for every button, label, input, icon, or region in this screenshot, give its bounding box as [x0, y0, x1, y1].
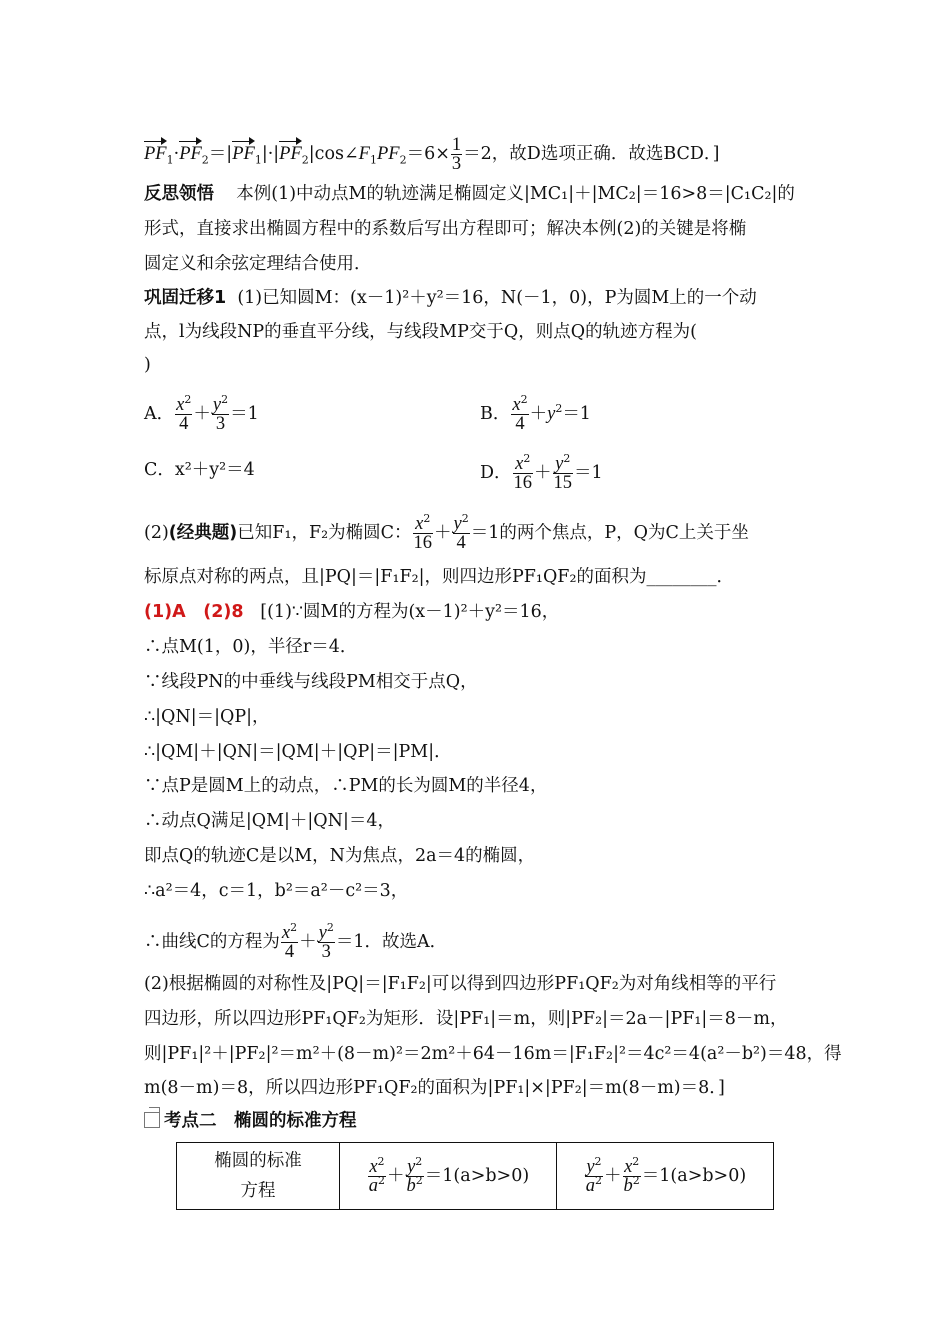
- section-icon: [144, 1112, 160, 1128]
- exercise-line-2: 点，l为线段NP的垂直平分线，与线段MP交于Q，则点Q的轨迹方程为(: [144, 322, 697, 342]
- part2-line-2: 四边形，所以四边形PF₁QF₂为矩形．设|PF₁|＝m，则|PF₂|＝2a－|PF₁|＝8－m，: [144, 1009, 788, 1029]
- part2-line-3: 则|PF₁|²＋|PF₂|²＝m²＋(8－m)²＝2m²＋64－16m＝|F₁F₂|²＝4c²＝4(a²－b²)＝48，得: [144, 1044, 842, 1064]
- reflection-line-1: 反思领悟 本例(1)中动点M的轨迹满足椭圆定义|MC₁|＋|MC₂|＝16>8＝|C₁C₂|的: [144, 184, 795, 204]
- solution-line-4: ∴|QN|＝|QP|，: [144, 707, 270, 727]
- solution-line-1: (1)A (2)8 [(1)∵圆M的方程为(x－1)²＋y²＝16，: [144, 602, 560, 622]
- reflection-line-3: 圆定义和余弦定理结合使用．: [144, 254, 372, 274]
- question-2-line-1: (2)(经典题)已知F₁，F₂为椭圆C： $\frac{x^2}{16}$ ＋ $\frac{y^2}{4}$ ＝1的两个焦点，P，Q为C上关于坐: [144, 512, 749, 553]
- solution-line-7: ∴动点Q满足|QM|＋|QN|＝4，: [144, 811, 395, 831]
- table-header-cell: 椭圆的标准方程: [177, 1143, 340, 1210]
- question-2-line-2: 标原点对称的两点，且|PQ|＝|F₁F₂|，则四边形PF₁QF₂的面积为________．: [144, 567, 734, 587]
- option-d: D． $\frac{x^2}{16}$ ＋ $\frac{y^2}{15}$ ＝1: [480, 452, 603, 493]
- exercise-line-3: ): [144, 355, 151, 375]
- dot-product-line: $PF_1\cdot PF_2=|PF_1|\cdot|PF_2|\cos\angle F_1PF_2=6\times$ $\frac{1}{3}$ ＝2，故D选项正确．故选BCD．]: [144, 135, 720, 174]
- exercise-label: 巩固迁移1: [144, 288, 227, 308]
- option-b: B． $\frac{x^2}{4}$ $+y^2=1$: [480, 393, 591, 434]
- exercise-line-1: 巩固迁移1 (1)已知圆M：(x－1)²＋y²＝16，N(－1，0)，P为圆M上的一个动: [144, 288, 757, 308]
- section-heading: 考点二 椭圆的标准方程: [144, 1109, 357, 1133]
- reflection-line-2: 形式，直接求出椭圆方程中的系数后写出方程即可；解决本例(2)的关键是将椭: [144, 219, 747, 239]
- option-c: C．x²＋y²＝4: [144, 460, 255, 480]
- part2-line-1: (2)根据椭圆的对称性及|PQ|＝|F₁F₂|可以得到四边形PF₁QF₂为对角线相等的平行: [144, 974, 777, 994]
- classic-tag: (经典题): [168, 523, 238, 543]
- answer-key: (1)A (2)8: [144, 602, 244, 622]
- solution-line-5: ∴|QM|＋|QN|＝|QM|＋|QP|＝|PM|．: [144, 742, 452, 762]
- reflection-label: 反思领悟: [144, 184, 214, 204]
- line1-tail: ，故D选项正确．故选BCD．]: [491, 144, 720, 164]
- part2-line-4: m(8－m)＝8，所以四边形PF₁QF₂的面积为|PF₁|×|PF₂|＝m(8－m)＝8．]: [144, 1078, 725, 1098]
- option-a: A． $\frac{x^2}{4}$ ＋ $\frac{y^2}{3}$ ＝1: [144, 393, 259, 434]
- standard-equation-table: [176, 1142, 774, 1210]
- solution-line-9: ∴a²＝4，c＝1，b²＝a²－c²＝3，: [144, 881, 409, 901]
- table-cell-horizontal: $\frac{x^2}{a^2}$ ＋ $\frac{y^2}{b^2}$ ＝1(a>b>0): [340, 1143, 557, 1210]
- table-cell-vertical: $\frac{y^2}{a^2}$ ＋ $\frac{x^2}{b^2}$ ＝1(a>b>0): [557, 1143, 774, 1210]
- solution-line-2: ∴点M(1，0)，半径r＝4．: [144, 637, 358, 657]
- solution-line-10: ∴曲线C的方程为 $\frac{x^2}{4}$ ＋ $\frac{y^2}{3}$ ＝1．故选A．: [144, 921, 448, 962]
- solution-line-8: 即点Q的轨迹C是以M，N为焦点，2a＝4的椭圆，: [144, 846, 536, 866]
- solution-line-6: ∵点P是圆M上的动点，∴PM的长为圆M的半径4，: [144, 776, 548, 796]
- solution-line-3: ∵线段PN的中垂线与线段PM相交于点Q，: [144, 672, 478, 692]
